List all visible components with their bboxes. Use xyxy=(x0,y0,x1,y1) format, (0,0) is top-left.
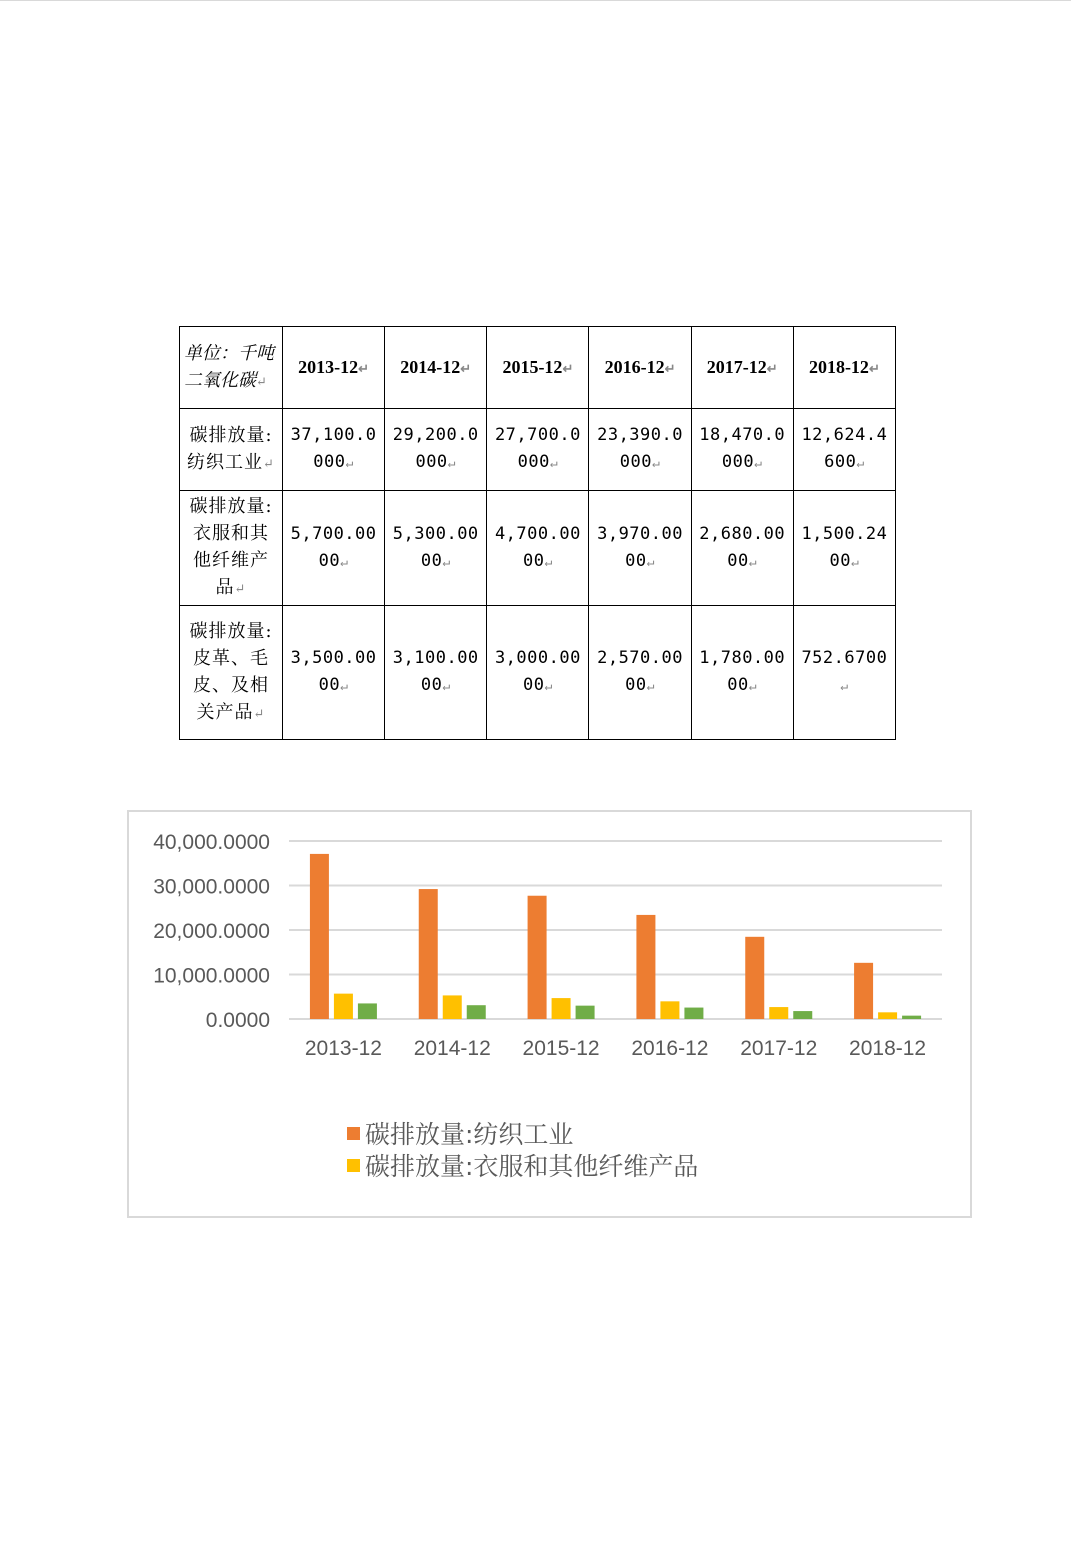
return-mark: ↵ xyxy=(460,360,472,376)
return-mark: ↵ xyxy=(664,360,676,376)
bar xyxy=(854,963,873,1019)
value-cell xyxy=(589,409,691,491)
cell-value: 29,200.0000 xyxy=(392,425,479,472)
cell-value: 1,780.0000 xyxy=(699,648,786,695)
bar xyxy=(552,998,571,1019)
row-label: 碳排放量:皮革、毛皮、及相关产品 xyxy=(189,620,273,723)
bar xyxy=(902,1016,921,1019)
legend-swatch xyxy=(347,1159,360,1172)
y-tick-label: 10,000.0000 xyxy=(153,964,270,988)
year-label: 2017-12 xyxy=(706,356,767,377)
value-cell xyxy=(793,606,895,740)
value-cell xyxy=(487,409,589,491)
table-row-apparel xyxy=(180,491,896,606)
cell-value: 37,100.0000 xyxy=(290,425,377,472)
bar xyxy=(443,995,462,1019)
value-cell xyxy=(589,606,691,740)
table-row-textile xyxy=(180,409,896,491)
year-label: 2018-12 xyxy=(808,356,869,377)
bar xyxy=(528,896,547,1019)
emission-table xyxy=(179,326,896,740)
year-header xyxy=(793,327,895,409)
return-mark: ↵ xyxy=(840,679,849,694)
return-mark: ↵ xyxy=(256,374,267,390)
cell-value: 23,390.0000 xyxy=(597,425,683,472)
bar xyxy=(334,994,353,1019)
return-mark: ↵ xyxy=(856,456,865,471)
return-mark: ↵ xyxy=(340,554,349,570)
return-mark: ↵ xyxy=(442,554,451,570)
year-label: 2016-12 xyxy=(604,356,665,377)
y-tick-label: 0.0000 xyxy=(205,1009,270,1032)
value-cell xyxy=(283,491,385,606)
cell-value: 18,470.0000 xyxy=(699,425,786,472)
value-cell xyxy=(385,606,487,740)
value-cell xyxy=(691,491,793,606)
legend-swatch xyxy=(347,1127,360,1140)
return-mark: ↵ xyxy=(754,456,763,471)
year-header xyxy=(487,327,589,409)
value-cell xyxy=(385,491,487,606)
return-mark: ↵ xyxy=(748,554,758,570)
row-label-cell xyxy=(180,606,283,740)
legend-label: 碳排放量:纺织工业 xyxy=(365,1120,574,1149)
cell-value: 4,700.0000 xyxy=(494,523,581,571)
bar xyxy=(684,1008,703,1019)
bar xyxy=(467,1005,486,1019)
return-mark: ↵ xyxy=(549,456,559,471)
table-header-row xyxy=(180,327,896,409)
return-mark: ↵ xyxy=(345,456,354,471)
value-cell xyxy=(793,491,895,606)
y-tick-label: 40,000.0000 xyxy=(153,831,270,854)
bar xyxy=(793,1011,812,1019)
unit-label-cell xyxy=(180,327,283,409)
cell-value: 3,970.0000 xyxy=(597,523,683,571)
cell-value: 1,500.2400 xyxy=(801,523,888,571)
cell-value: 3,000.0000 xyxy=(494,648,581,695)
return-mark: ↵ xyxy=(358,360,370,376)
return-mark: ↵ xyxy=(562,360,574,376)
y-tick-label: 30,000.0000 xyxy=(153,875,270,899)
cell-value: 12,624.4600 xyxy=(801,425,888,472)
return-mark: ↵ xyxy=(748,679,758,694)
cell-value: 752.6700 xyxy=(801,648,888,668)
emission-chart xyxy=(127,810,972,1218)
row-label-cell xyxy=(180,409,283,491)
bar xyxy=(576,1006,595,1019)
return-mark: ↵ xyxy=(340,679,349,694)
cell-value: 3,500.0000 xyxy=(290,648,377,695)
value-cell xyxy=(691,409,793,491)
x-tick-label: 2013-12 xyxy=(304,1037,382,1060)
x-tick-label: 2018-12 xyxy=(849,1037,927,1060)
x-tick-label: 2016-12 xyxy=(631,1037,709,1060)
row-label: 碳排放量:衣服和其他纤维产品 xyxy=(189,496,273,598)
value-cell xyxy=(283,409,385,491)
return-mark: ↵ xyxy=(868,360,880,376)
y-tick-label: 20,000.0000 xyxy=(153,920,270,943)
return-mark: ↵ xyxy=(544,554,553,570)
value-cell xyxy=(487,606,589,740)
x-tick-label: 2017-12 xyxy=(740,1037,818,1060)
cell-value: 2,570.0000 xyxy=(597,648,683,695)
bar xyxy=(769,1007,788,1019)
value-cell xyxy=(385,409,487,491)
return-mark: ↵ xyxy=(234,582,247,597)
return-mark: ↵ xyxy=(646,679,655,694)
cell-value: 27,700.0000 xyxy=(494,425,581,472)
cell-value: 5,700.0000 xyxy=(290,523,377,571)
year-header xyxy=(385,327,487,409)
return-mark: ↵ xyxy=(447,456,456,471)
value-cell xyxy=(283,606,385,740)
return-mark: ↵ xyxy=(442,679,451,694)
year-label: 2014-12 xyxy=(400,356,461,377)
bar xyxy=(878,1012,897,1019)
return-mark: ↵ xyxy=(766,360,778,376)
year-label: 2015-12 xyxy=(502,356,563,377)
return-mark: ↵ xyxy=(646,554,655,570)
chart-canvas xyxy=(129,812,970,1216)
bar xyxy=(358,1003,377,1019)
year-header xyxy=(589,327,691,409)
value-cell xyxy=(589,491,691,606)
year-header xyxy=(691,327,793,409)
value-cell xyxy=(691,606,793,740)
unit-label: 单位：千吨二氧化碳 xyxy=(184,342,274,391)
bar xyxy=(660,1001,679,1019)
cell-value: 2,680.0000 xyxy=(699,523,786,571)
return-mark: ↵ xyxy=(544,679,553,694)
table-row-leather xyxy=(180,606,896,740)
bar xyxy=(636,915,655,1019)
return-mark: ↵ xyxy=(253,706,266,722)
value-cell xyxy=(793,409,895,491)
bar xyxy=(310,854,329,1019)
legend-label: 碳排放量:衣服和其他纤维产品 xyxy=(365,1152,699,1181)
row-label: 碳排放量:纺织工业 xyxy=(187,424,273,473)
cell-value: 5,300.0000 xyxy=(392,523,479,571)
x-tick-label: 2014-12 xyxy=(413,1037,491,1060)
return-mark: ↵ xyxy=(850,554,860,570)
bar xyxy=(419,889,438,1019)
year-label: 2013-12 xyxy=(298,356,359,377)
row-label-cell xyxy=(180,491,283,606)
return-mark: ↵ xyxy=(651,456,661,471)
year-header xyxy=(283,327,385,409)
value-cell xyxy=(487,491,589,606)
return-mark: ↵ xyxy=(263,456,275,472)
bar xyxy=(745,937,764,1019)
cell-value: 3,100.0000 xyxy=(392,648,479,695)
x-tick-label: 2015-12 xyxy=(522,1037,600,1060)
page-top-rule xyxy=(0,0,1071,1)
